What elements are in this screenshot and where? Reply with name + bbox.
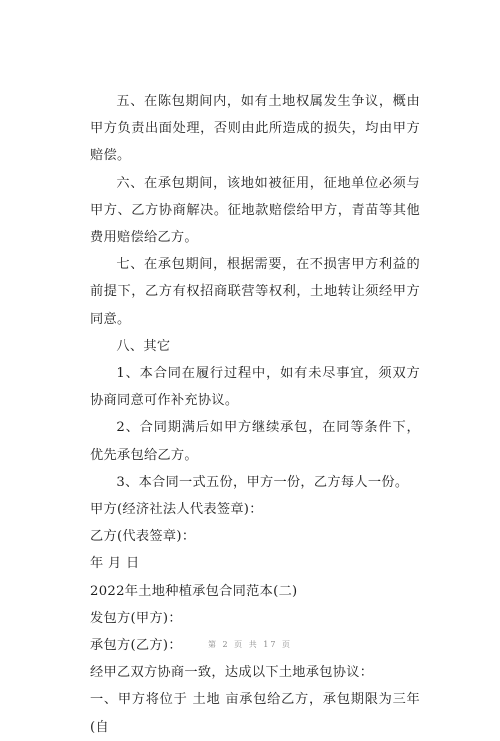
party-a-signature-line: 甲方(经济社法人代表签章)： bbox=[90, 502, 263, 518]
contract-title-two: 2022年土地种植承包合同范本(二) bbox=[90, 583, 298, 599]
clause-1-land: 一、甲方将位于 土地 亩承包给乙方，承包期限为三年(自 bbox=[90, 692, 420, 735]
paragraph-5-dispute: 五、在陈包期间内，如有土地权属发生争议，概由甲方负责出面处理，否则由此所造成的损失，均由甲方赔偿。 bbox=[90, 94, 420, 164]
paragraph-7-joint-venture: 七、在承包期间，根据需要，在不损害甲方利益的前提下，乙方有权招商联营等权利，土地转让须经甲方同意。 bbox=[90, 257, 420, 327]
page-number-footer: 第 2 页 共 17 页 bbox=[208, 640, 292, 649]
lessee-line: 承包方(乙方)： bbox=[90, 638, 182, 654]
date-line: 年 月 日 bbox=[90, 556, 140, 572]
paragraph-other-3: 3、本合同一式五份，甲方一份，乙方每人一份。 bbox=[116, 474, 409, 490]
paragraph-6-expropriation: 六、在承包期间，该地如被征用，征地单位必须与甲方、乙方协商解决。征地款赔偿给甲方，青苗等其他费用赔偿给乙方。 bbox=[90, 175, 420, 246]
party-b-signature-line: 乙方(代表签章)： bbox=[90, 529, 196, 545]
paragraph-8-other-heading: 八、其它 bbox=[116, 338, 171, 354]
agreement-intro: 经甲乙双方协商一致，达成以下土地承包协议： bbox=[90, 665, 374, 681]
paragraph-other-2: 2、合同期满后如甲方继续承包，在同等条件下，优先承包给乙方。 bbox=[90, 420, 420, 463]
paragraph-other-1: 1、本合同在履行过程中，如有未尽事宜，须双方协商同意可作补充协议。 bbox=[90, 366, 420, 409]
lessor-line: 发包方(甲方)： bbox=[90, 610, 182, 626]
